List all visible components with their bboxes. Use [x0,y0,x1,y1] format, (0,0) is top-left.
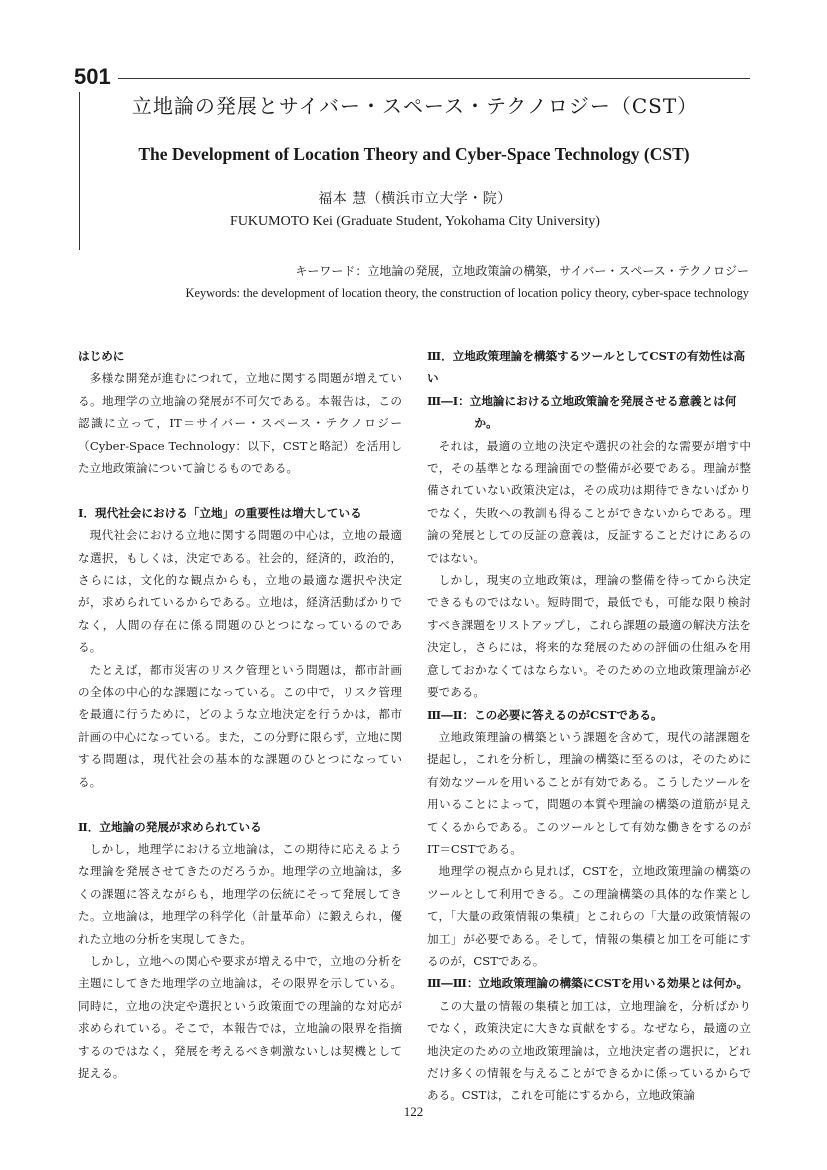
section-3-3-heading: Ⅲ―Ⅲ：立地政策理論の構築にCSTを用いる効果とは何か。 [427,976,749,991]
title-japanese: 立地論の発展とサイバー・スペース・テクノロジー（CST） [131,94,699,118]
section-3-3-paragraph-1: この大量の情報の集積と加工は，立地理論を，分析ばかりでなく，政策決定に大きな貢献をする。なぜなら，最適の立地決定のための立地政策理論は，立地決定者の選択に，どれだけ多くの情報を与えることができるかに係っているからである。CSTは，これを可能にするから，立地政策論 [427,998,751,1103]
header-rule [118,78,750,79]
title-english: The Development of Location Theory and Cyber-Space Technology (CST) [138,144,690,164]
section-1-heading: Ⅰ．現代社会における「立地」の重要性は増大している [78,505,362,520]
left-column [78,345,402,1084]
keywords-japanese: キーワード：立地論の発展，立地政策論の構築，サイバー・スペース・テクノロジー [295,264,749,278]
intro-paragraph: 多様な開発が進むにつれて，立地に関する問題が増えている。地理学の立地論の発展が不可欠である。本報告は，この認識に立って，IT＝サイバー・スペース・テクノロジー（Cyber-Space Technology：以下，CSTと略記）を活用した立地政策論について論じるものである。 [78,371,402,476]
intro-heading: はじめに [78,349,125,363]
right-column [427,345,751,1107]
paper-number: 501 [74,64,111,89]
section-3-2-paragraph-2: 地理学の視点から見れば，CSTを，立地政策理論の構築のツールとして利用できる。この理論構築の具体的な作業として，「大量の政策情報の集積」とこれらの「大量の政策情報の加工」が必要である。そして，情報の集積と加工を可能にするのが，CSTである。 [427,864,751,968]
section-1-paragraph-1: 現代社会における立地に関する問題の中心は，立地の最適な選択，もしくは，決定である。社会的，経済的，政治的，さらには，文化的な観点からも，立地の最適な選択や決定が，求められているからである。立地は，経済活動ばかりでなく，人間の存在に係る問題のひとつになっているのである。 [78,528,402,655]
section-1-paragraph-2: たとえば，都市災害のリスク管理という問題は，都市計画の全体の中心的な課題になっている。この中で，リスク管理を最適に行うために，どのような立地決定を行うかは，都市計画の中心になっている。また，この分野に限らず，立地に関する問題は，現代社会の基本的な課題のひとつになっている。 [78,662,402,789]
section-3-1-heading: Ⅲ―Ⅰ：立地論における立地政策論を発展させる意義とは何か。 [427,393,737,431]
keywords-english: Keywords: the development of location theory, the construction of location policy theory, cyber-space technology [185,286,749,300]
section-3-heading: Ⅲ．立地政策理論を構築するツールとしてCSTの有効性は高い [427,349,746,386]
section-2-heading: Ⅱ．立地論の発展が求められている [78,819,262,834]
author-japanese: 福本 慧（横浜市立大学・院） [318,191,512,207]
page-number: 122 [403,1104,424,1119]
author-english: FUKUMOTO Kei (Graduate Student, Yokohama City University) [230,214,600,229]
section-3-1-paragraph-1: それは，最適の立地の決定や選択の社会的な需要が増す中で，その基準となる理論面での整備が必要である。理論が整備されていない政策決定は，その成功は期待できないばかりでなく，失敗への教訓も得ることができないからである。理論の発展としての反証の意義は，反証することだけにあるのではない。 [427,438,751,565]
section-2-paragraph-2: しかし，立地への関心や要求が増える中で，立地の分析を主題にしてきた地理学の立地論は，その限界を示している。同時に，立地の決定や選択という政策面での理論的な対応が求められている。そこで，本報告では，立地論の限界を指摘するのではなく，発展を考えるべき刺激ないしは契機として捉える。 [78,953,402,1080]
section-3-1-paragraph-2: しかし，現実の立地政策は，理論の整備を待ってから決定できるものではない。短時間で，最低でも，可能な限り検討すべき課題をリストアップし，これら課題の最適の解決方法を決定し，さらには，将来的な発展のための評価の仕組みを用意しておかなくてはならない。そのための立地政策理論が必要である。 [427,573,751,700]
section-3-2-paragraph-1: 立地政策理論の構築という課題を含めて，現代の諸課題を提起し，これを分析し，理論の構築に至るのは，そのために有効なツールを用いることが有効である。こうしたツールを用いることによって，問題の本質や理論の構築の道筋が見えてくるからである。このツールとして有効な働きをするのがIT＝CSTである。 [427,729,751,856]
section-3-2-heading: Ⅲ―Ⅱ：この必要に答えるのがCSTである。 [427,707,663,722]
section-2-paragraph-1: しかし，地理学における立地論は，この期待に応えるような理論を発展させてきたのだろうか。地理学の立地論は，多くの課題に答えながらも，地理学の伝統にそって発展してきた。立地論は，地理学の科学化（計量革命）に鍛えられ，優れた立地の分析を実現してきた。 [78,841,402,946]
